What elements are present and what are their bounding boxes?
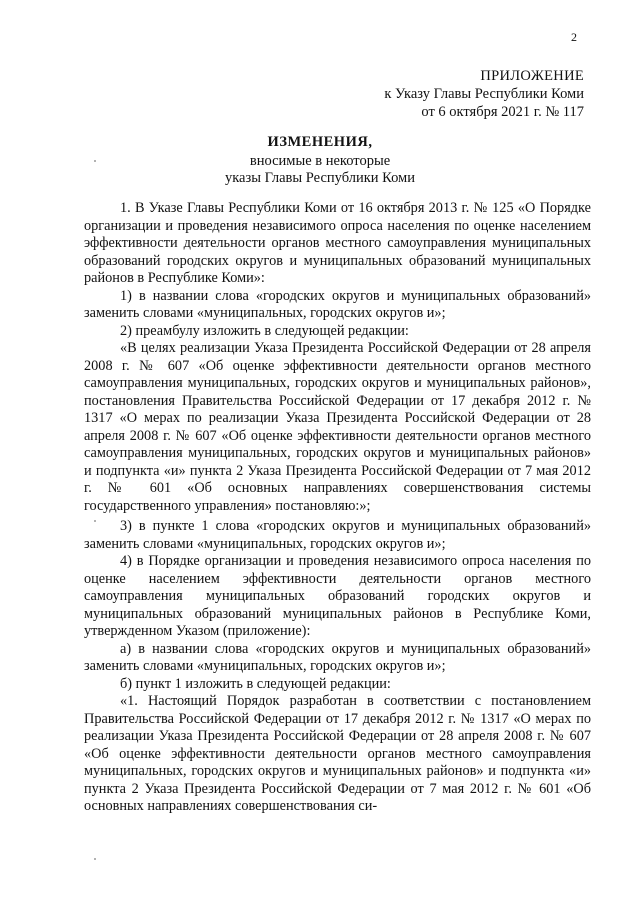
paragraph-sub-1: 1) в названии слова «городских округов и муниципальных образований» заменить словами «муниципальных, городских округов и»;	[84, 287, 591, 321]
paragraph-sub-4: 4) в Порядке организации и проведения независимого опроса населения по оценке населением эффективности деятельности органов местного самоуправления муниципальных образований городских округов и муниципальных образований муниципальных районов в Республике Коми, утвержденном Указом (приложение):	[84, 553, 591, 639]
appendix-date-line: от 6 октября 2021 г. № 117	[421, 104, 584, 120]
appendix-title: ПРИЛОЖЕНИЕ	[480, 68, 584, 84]
paragraph-sub-b: б) пункт 1 изложить в следующей редакции:	[120, 675, 391, 692]
scan-speck	[94, 858, 96, 860]
scan-speck	[94, 160, 96, 162]
paragraph-point-1: «1. Настоящий Порядок разработан в соответствии с постановлением Правительства Российской Федерации от 17 декабря 2012 г. № 1317 «О мерах по реализации Указа Президента Российской Федерации от 28 апреля 2008 г. № 607 «Об оценке эффективности деятельности органов местного самоуправления муниципальных, городских округов и муниципальных районов» и подпункта «и» пункта 2 Указа Президента Российской Федерации от 7 мая 2012 г. № 601 «Об основных направлениях совершенствования си-	[84, 693, 591, 814]
heading-title: ИЗМЕНЕНИЯ,	[267, 134, 373, 150]
page-number: 2	[571, 30, 577, 44]
paragraph-item-1: 1. В Указе Главы Республики Коми от 16 октября 2013 г. № 125 «О Порядке организации и проведения независимого опроса населения по оценке населением эффективности деятельности органов местного самоуправления муниципальных образований городских округов и муниципальных образований муниципальных районов в Республике Коми»:	[84, 200, 591, 286]
paragraph-preamble: «В целях реализации Указа Президента Российской Федерации от 28 апреля 2008 г. № 607 «Об оценке эффективности деятельности органов местного самоуправления муниципальных, городских округов и муниципальных районов», постановления Правительства Российской Федерации от 17 декабря 2012 г. № 1317 «О мерах по реализации Указа Президента Российской Федерации от 28 апреля 2008 г. № 607 «Об оценке эффективности деятельности органов местного самоуправления муниципальных, городских округов и муниципальных районов» и подпункта «и» пункта 2 Указа Президента Российской Федерации от 7 мая 2012 г. № 601 «Об основных направлениях совершенствования системы государственного управления» постановляю:»;	[84, 340, 591, 514]
appendix-block	[384, 67, 584, 121]
heading-subtitle-2: указы Главы Республики Коми	[224, 170, 415, 186]
paragraph-sub-3: 3) в пункте 1 слова «городских округов и муниципальных образований» заменить словами «муниципальных, городских округов и»;	[84, 518, 591, 552]
document-heading	[0, 134, 640, 187]
scan-speck	[94, 520, 96, 522]
appendix-decree-line: к Указу Главы Республики Коми	[384, 86, 584, 102]
document-body	[84, 200, 591, 816]
heading-subtitle-1: вносимые в некоторые	[249, 153, 391, 169]
paragraph-sub-2: 2) преамбулу изложить в следующей редакции:	[120, 322, 409, 339]
paragraph-sub-a: а) в названии слова «городских округов и муниципальных образований» заменить словами «муниципальных, городских округов и»;	[84, 640, 591, 674]
